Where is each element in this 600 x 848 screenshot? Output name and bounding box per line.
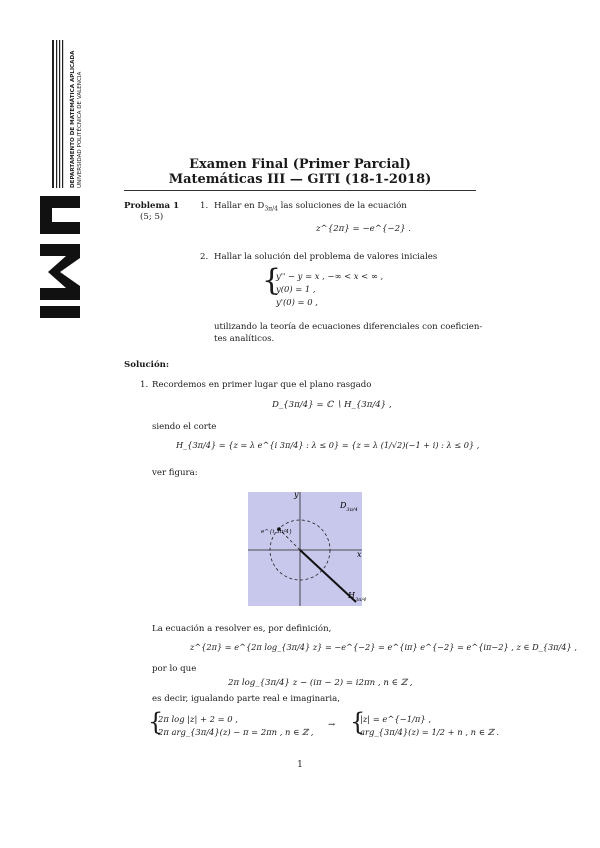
solution-heading: Solución: xyxy=(124,360,170,370)
ver-figura-text: ver figura: xyxy=(152,468,198,478)
system-left-line1: 2π log |z| + 2 = 0 , xyxy=(158,714,238,724)
item1-equation: z^{2π} = −e^{−2} . xyxy=(316,224,411,234)
esdecir-text: es decir, igualando parte real e imaginaria, xyxy=(152,694,340,704)
solution-item1-text: Recordemos en primer lugar que el plano rasgado xyxy=(152,380,372,390)
item2-after-line2: tes analíticos. xyxy=(214,334,275,344)
problem-label: Problema 1 xyxy=(124,201,180,211)
item2-system-line1: y'' − y = x , −∞ < x < ∞ , xyxy=(276,271,384,281)
system-left-brace: { xyxy=(148,708,164,736)
system-right-brace: { xyxy=(350,708,366,736)
logo-text-line2: UNIVERSIDAD POLITÉCNICA DE VALENCIA xyxy=(77,71,83,188)
system-right-line1: |z| = e^{−1/π} , xyxy=(360,714,432,724)
item2-after-line1: utilizando la teoría de ecuaciones diferenciales con coeficien- xyxy=(214,322,483,332)
item1-statement: Hallar en $D_{3\pi/4}$ las soluciones de la ecuación xyxy=(214,201,407,213)
region-label: $D_{3\pi/4}$ xyxy=(340,501,358,513)
item2-system-line2: y(0) = 1 , xyxy=(276,284,316,294)
course-title: Matemáticas III — GITI (18-1-2018) xyxy=(168,172,432,187)
item2-number: 2. xyxy=(200,252,209,262)
cut-label: $H_{3\pi/4}$ xyxy=(348,591,366,603)
resolver-equation: z^{2π} = e^{2π log_{3π/4} z} = −e^{−2} = e^{iπ} e^{−2} = e^{iπ−2} , z ∈ D_{3π/4} , xyxy=(190,642,577,652)
point-label: e^{i 3π/4} xyxy=(261,529,293,535)
item2-brace: { xyxy=(262,263,282,298)
system-right-line2: arg_{3π/4}(z) = 1/2 + n , n ∈ ℤ . xyxy=(360,727,500,737)
exam-title: Examen Final (Primer Parcial) xyxy=(189,157,411,172)
logo-text-line1: DEPARTAMENTO DE MATEMÁTICA APLICADA xyxy=(70,50,76,188)
y-axis-label: y xyxy=(294,492,299,499)
x-axis-label: x xyxy=(357,550,362,559)
header-rule xyxy=(124,190,476,191)
corte-text: siendo el corte xyxy=(152,422,217,432)
page-number: 1 xyxy=(297,760,303,770)
implies-arrow: → xyxy=(328,720,336,730)
resolver-text: La ecuación a resolver es, por definición, xyxy=(152,624,332,634)
solution-item1-number: 1. xyxy=(140,380,149,390)
item2-statement: Hallar la solución del problema de valores iniciales xyxy=(214,252,438,262)
porlo-equation: 2π log_{3π/4} z − (iπ − 2) = i2πn , n ∈ ℤ , xyxy=(228,678,413,688)
corte-equation: H_{3π/4} = {z = λ e^{i 3π/4} : λ ≤ 0} = {z = λ (1/√2)(−1 + i) : λ ≤ 0} , xyxy=(176,440,480,450)
branch-cut-figure xyxy=(248,492,366,606)
system-left-line2: 2π arg_{3π/4}(z) − π = 2πn , n ∈ ℤ , xyxy=(158,727,314,737)
item2-system-line3: y'(0) = 0 , xyxy=(276,297,318,307)
item1-number: 1. xyxy=(200,201,209,211)
plano-rasgado-equation: D_{3π/4} = ℂ ∖ H_{3π/4} , xyxy=(272,400,392,410)
porlo-text: por lo que xyxy=(152,664,197,674)
problem-points: (5; 5) xyxy=(140,212,164,222)
